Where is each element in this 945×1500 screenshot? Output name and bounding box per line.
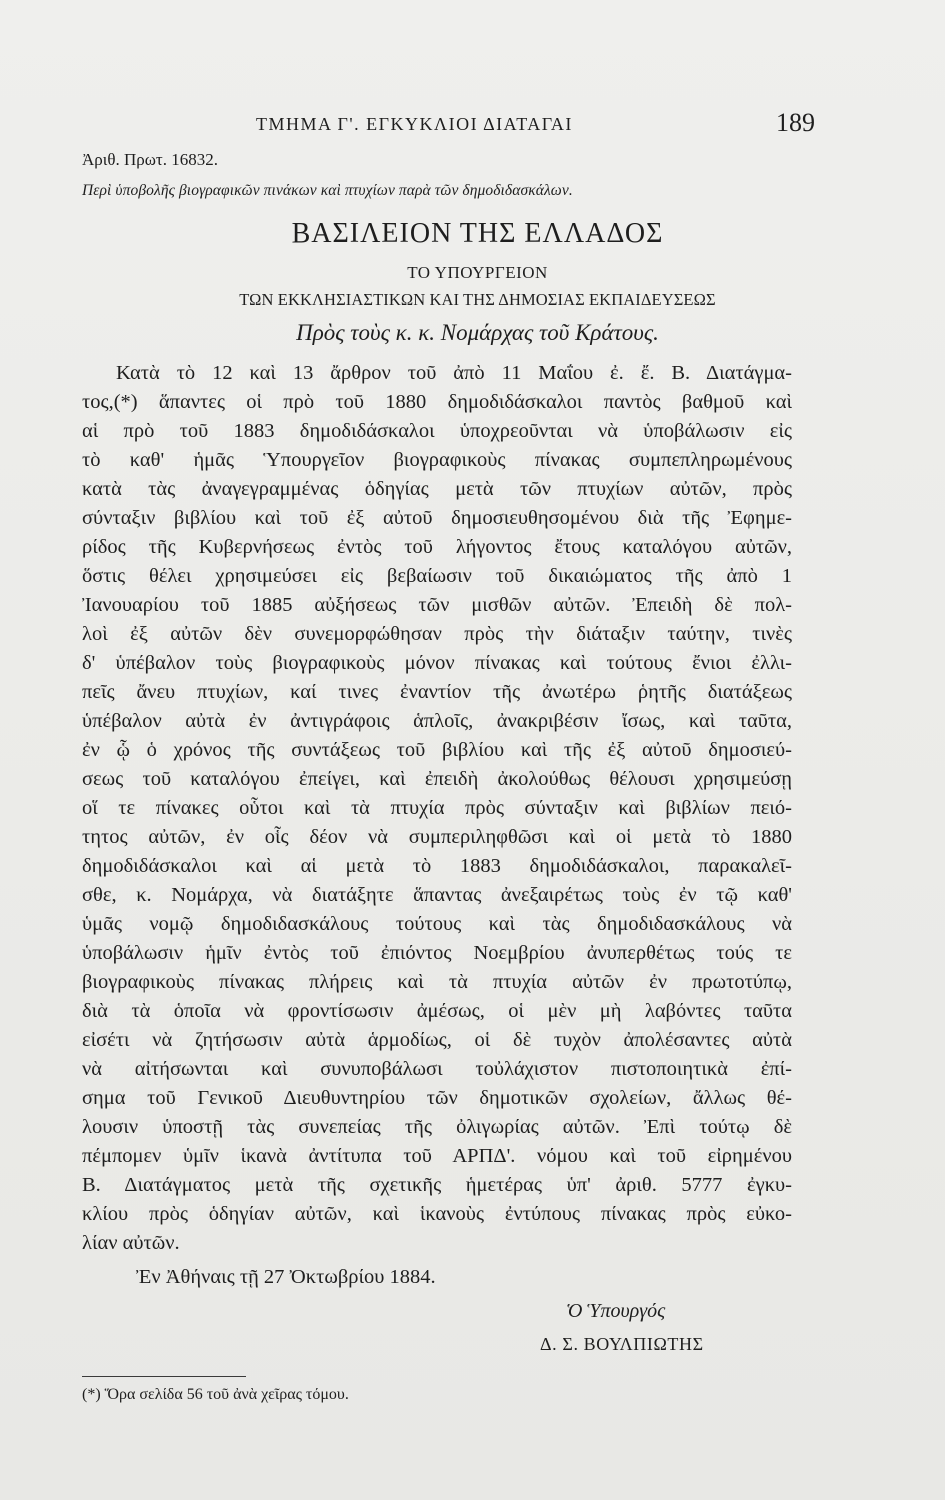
date-line: Ἐν Ἀθήναις τῇ 27 Ὀκτωβρίου 1884. bbox=[136, 1266, 436, 1288]
signature-title: Ὁ Ὑπουργός bbox=[566, 1300, 666, 1322]
body-line: διὰ τὰ ὁποῖα νὰ φροντίσωσιν ἀμέσως, οἱ μὲν μὴ λαβόντες ταῦτα bbox=[82, 1000, 792, 1022]
circular-subject: Περὶ ὑποβολῆς βιογραφικῶν πινάκων καὶ πτυχίων παρὰ τῶν δημοδιδασκάλων. bbox=[82, 182, 573, 199]
body-line: οἵ τε πίνακες οὗτοι καὶ τὰ πτυχία πρὸς σύνταξιν καὶ βιβλίων πειό- bbox=[82, 797, 792, 819]
body-line: ὑπέβαλον αὐτὰ ἐν ἀντιγράφοις ἁπλοῖς, ἀνακριβέσιν ἴσως, καὶ ταῦτα, bbox=[82, 710, 792, 732]
running-head: ΤΜΗΜΑ Γ'. ΕΓΚΥΚΛΙΟΙ ΔΙΑΤΑΓΑΙ bbox=[256, 114, 573, 134]
body-line: λίαν αὐτῶν. bbox=[82, 1232, 180, 1254]
body-line: τος,(*) ἅπαντες οἱ πρὸ τοῦ 1880 δημοδιδάσκαλοι παντὸς βαθμοῦ καὶ bbox=[82, 391, 792, 413]
body-line: δ' ὑπέβαλον τοὺς βιογραφικοὺς μόνον πίνακας καὶ τούτους ἔνιοι ἐλλι- bbox=[82, 652, 792, 674]
ministry-heading-line-1: ΤΟ ΥΠΟΥΡΓΕΙΟΝ bbox=[407, 263, 548, 282]
protocol-number: Ἀριθ. Πρωτ. 16832. bbox=[82, 150, 219, 169]
ministry-heading-line-2: ΤΩΝ ΕΚΚΛΗΣΙΑΣΤΙΚΩΝ ΚΑΙ ΤΗΣ ΔΗΜΟΣΙΑΣ ΕΚΠΑΙΔΕΥΣΕΩΣ bbox=[239, 290, 716, 309]
body-line: λουσιν ὑποστῇ τὰς συνεπείας τῆς ὀλιγωρίας αὐτῶν. Ἐπὶ τούτῳ δὲ bbox=[82, 1116, 792, 1138]
body-line: Ἰανουαρίου τοῦ 1885 αὐξήσεως τῶν μισθῶν αὐτῶν. Ἐπειδὴ δὲ πολ- bbox=[82, 594, 792, 616]
signature-name: Δ. Σ. ΒΟΥΛΠΙΩΤΗΣ bbox=[540, 1334, 704, 1354]
body-line: δημοδιδάσκαλοι καὶ αἱ μετὰ τὸ 1883 δημοδιδάσκαλοι, παρακαλεῖ- bbox=[82, 855, 792, 877]
body-line: κατὰ τὰς ἀναγεγραμμένας ὁδηγίας μετὰ τῶν πτυχίων αὐτῶν, πρὸς bbox=[82, 478, 792, 500]
body-line: εἰσέτι νὰ ζητήσωσιν αὐτὰ ἁρμοδίως, οἱ δὲ τυχὸν ἀπολέσαντες αὐτὰ bbox=[82, 1029, 792, 1051]
body-line: Β. Διατάγματος μετὰ τῆς σχετικῆς ἡμετέρας ὑπ' ἀριθ. 5777 ἐγκυ- bbox=[82, 1174, 792, 1196]
body-line: ὑμᾶς νομῷ δημοδιδασκάλους τούτους καὶ τὰς δημοδιδασκάλους νὰ bbox=[82, 913, 792, 935]
body-line: σθε, κ. Νομάρχα, νὰ διατάξητε ἅπαντας ἀνεξαιρέτως τοὺς ἐν τῷ καθ' bbox=[82, 884, 792, 906]
body-line: κλίου πρὸς ὁδηγίαν αὐτῶν, καὶ ἱκανοὺς ἐντύπους πίνακας πρὸς εὐκο- bbox=[82, 1203, 792, 1225]
body-line: Κατὰ τὸ 12 καὶ 13 ἄρθρον τοῦ ἀπὸ 11 Μαΐου ἐ. ἔ. Β. Διατάγμα- bbox=[116, 362, 792, 384]
body-line: τὸ καθ' ἡμᾶς Ὑπουργεῖον βιογραφικοὺς πίνακας συμπεπληρωμένους bbox=[82, 449, 792, 471]
body-line: αἱ πρὸ τοῦ 1883 δημοδιδάσκαλοι ὑποχρεοῦνται νὰ ὑποβάλωσιν εἰς bbox=[82, 420, 792, 442]
body-line: βιογραφικοὺς πίνακας πλήρεις καὶ τὰ πτυχία αὐτῶν ἐν πρωτοτύπῳ, bbox=[82, 971, 792, 993]
body-line: πέμπομεν ὑμῖν ἱκανὰ ἀντίτυπα τοῦ ΑΡΠΔ'. νόμου καὶ τοῦ εἰρημένου bbox=[82, 1145, 792, 1167]
body-line: ἐν ᾧ ὁ χρόνος τῆς συντάξεως τοῦ βιβλίου καὶ τῆς ἐξ αὐτοῦ δημοσιεύ- bbox=[82, 739, 792, 761]
body-line: τητος αὐτῶν, ἐν οἷς δέον νὰ συμπεριληφθῶσι καὶ οἱ μετὰ τὸ 1880 bbox=[82, 826, 792, 848]
footnote-divider bbox=[82, 1376, 246, 1377]
body-line: ρίδος τῆς Κυβερνήσεως ἐντὸς τοῦ λήγοντος ἔτους καταλόγου αὐτῶν, bbox=[82, 536, 792, 558]
body-line: σεως τοῦ καταλόγου ἐπείγει, καὶ ἐπειδὴ ἀκολούθως θέλουσι χρησιμεύσῃ bbox=[82, 768, 792, 790]
body-line: νὰ αἰτήσωνται καὶ συνυποβάλωσι τοὐλάχιστον πιστοποιητικὰ ἐπί- bbox=[82, 1058, 792, 1080]
body-line: ὅστις θέλει χρησιμεύσει εἰς βεβαίωσιν τοῦ δικαιώματος τῆς ἀπὸ 1 bbox=[82, 565, 792, 587]
page-number: 189 bbox=[776, 108, 815, 137]
footnote: (*) Ὅρα σελίδα 56 τοῦ ἀνὰ χεῖρας τόμου. bbox=[82, 1386, 349, 1403]
body-line: πεῖς ἄνευ πτυχίων, καί τινες ἐναντίον τῆς ἀνωτέρω ῥητῆς διατάξεως bbox=[82, 681, 792, 703]
body-line: λοὶ ἐξ αὐτῶν δὲν συνεμορφώθησαν πρὸς τὴν διάταξιν ταύτην, τινὲς bbox=[82, 623, 792, 645]
body-line: σύνταξιν βιβλίου καὶ τοῦ ἐξ αὐτοῦ δημοσιευθησομένου διὰ τῆς Ἐφημε- bbox=[82, 507, 792, 529]
addressee-line: Πρὸς τοὺς κ. κ. Νομάρχας τοῦ Κράτους. bbox=[296, 320, 659, 345]
body-line: ὑποβάλωσιν ἡμῖν ἐντὸς τοῦ ἐπιόντος Νοεμβρίου ἀνυπερθέτως τούς τε bbox=[82, 942, 792, 964]
kingdom-heading: ΒΑΣΙΛΕΙΟΝ ΤΗΣ ΕΛΛΑΔΟΣ bbox=[291, 218, 664, 249]
body-line: σημα τοῦ Γενικοῦ Διευθυντηρίου τῶν δημοτικῶν σχολείων, ἄλλως θέ- bbox=[82, 1087, 792, 1109]
